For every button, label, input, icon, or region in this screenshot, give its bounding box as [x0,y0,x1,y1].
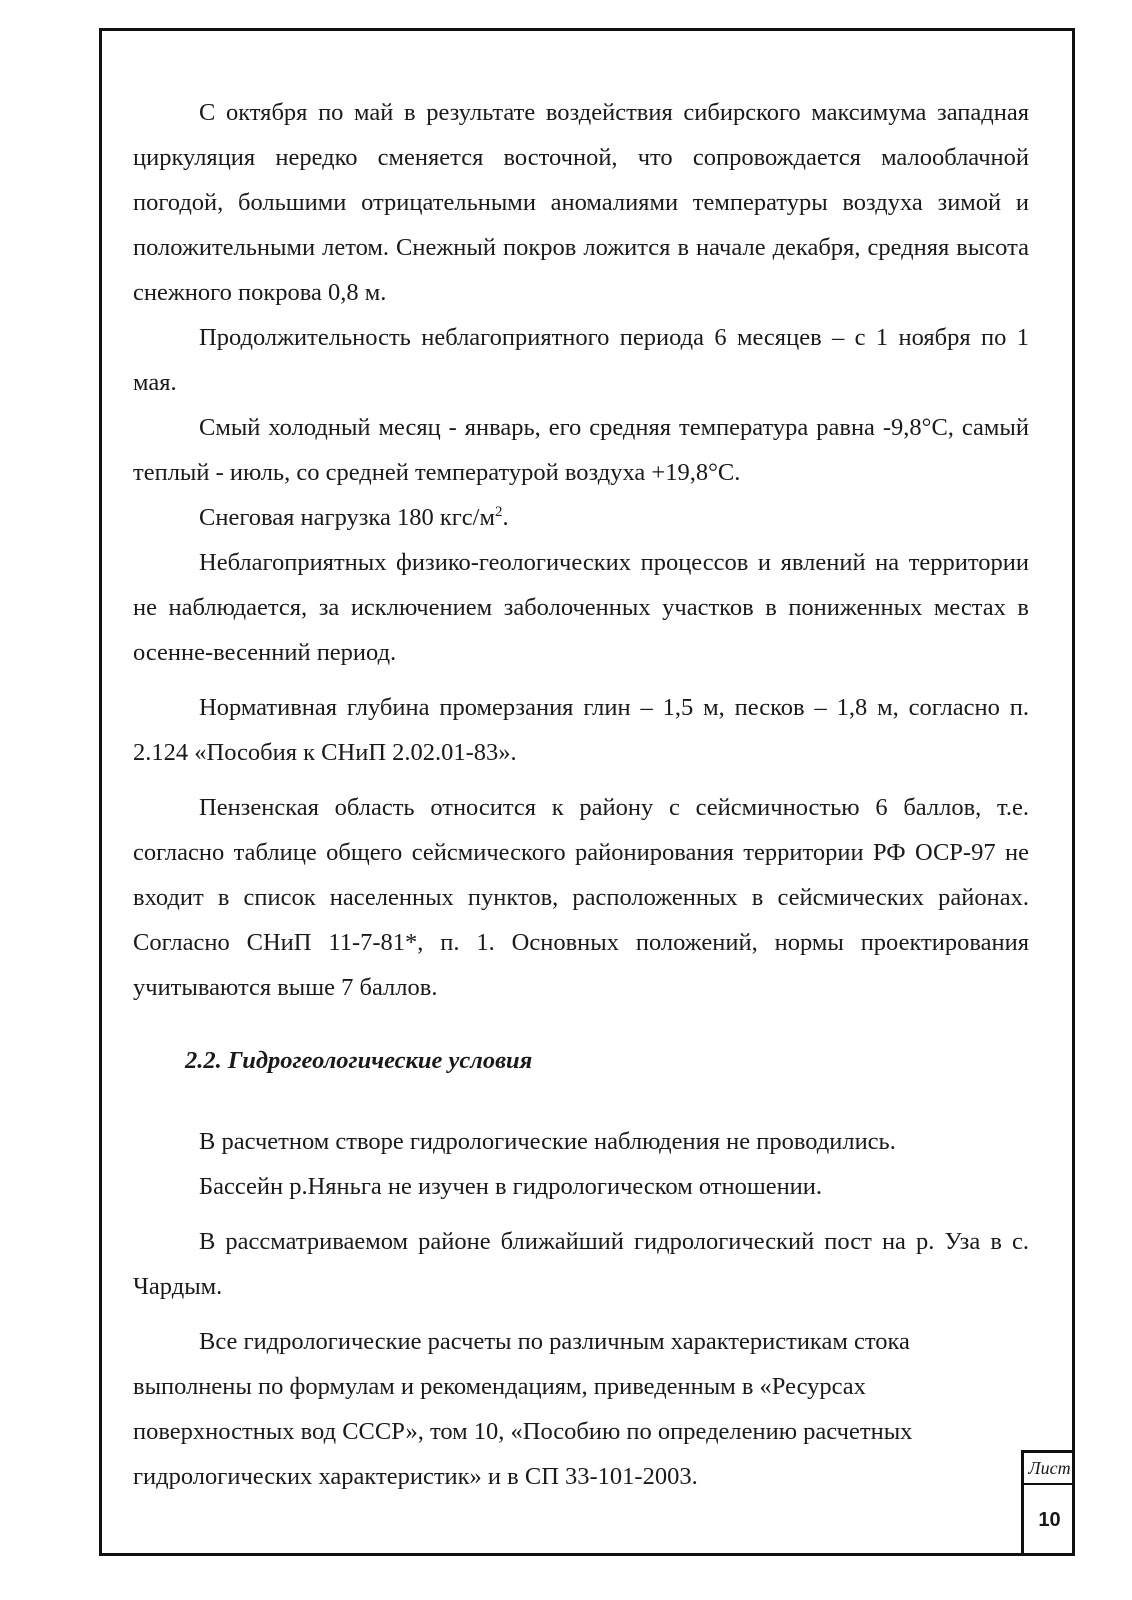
sheet-stamp [1021,1450,1075,1556]
snow-load-text: Снеговая нагрузка 180 кгс/м [199,504,495,531]
paragraph-snow-load [133,495,1029,540]
paragraph-seismicity: Пензенская область относится к району с сейсмичностью 6 баллов, т.е. согласно таблице общего сейсмического районирования территории РФ ОСР-97 не входит в список населенных пунктов, расположенных в сейсмических районах. Согласно СНиП 11-7-81*, п. 1. Основных положений, нормы проектирования учитываются выше 7 баллов. [133,794,1029,1001]
sheet-number: 10 [1038,1509,1061,1531]
paragraph-calculations: Все гидрологические расчеты по различным характеристикам стока выполнены по формулам и рекомендациям, приведенным в «Ресурсах поверхностных вод СССР», том 10, «Пособию по определению расчетных гидрологических характеристик» и в СП 33-101-2003. [133,1328,913,1490]
paragraph-climate: С октября по май в результате воздействия сибирского максимума западная циркуляция нередко сменяется восточной, что сопровождается малооблачной погодой, большими отрицательными аномалиями температуры воздуха зимой и положительными летом. Снежный покров ложится в начале декабря, средняя высота снежного покрова 0,8 м. [133,99,1029,306]
sheet-label: Лист [1024,1453,1075,1485]
document-body [133,90,1029,1499]
paragraph-temperatures: Смый холодный месяц - январь, его средняя температура равна -9,8°С, самый теплый - июль, со средней температурой воздуха +19,8°С. [133,414,1029,486]
paragraph-unfavorable-period: Продолжительность неблагоприятного периода 6 месяцев – с 1 ноября по 1 мая. [133,324,1029,396]
paragraph-observations: В расчетном створе гидрологические наблюдения не проводились. [199,1128,896,1155]
section-heading: 2.2. Гидрогеологические условия [185,1047,533,1074]
snow-load-superscript: 2 [494,503,503,520]
snow-load-period: . [502,504,509,531]
paragraph-gauge-post: В рассматриваемом районе ближайший гидрологический пост на р. Уза в с. Чардым. [133,1228,1029,1300]
paragraph-freezing-depth: Нормативная глубина промерзания глин – 1,5 м, песков – 1,8 м, согласно п. 2.124 «Пособия к СНиП 2.02.01-83». [133,694,1029,766]
paragraph-geology: Неблагоприятных физико-геологических процессов и явлений на территории не наблюдается, за исключением заболоченных участков в пониженных местах в осенне-весенний период. [133,549,1029,666]
paragraph-basin: Бассейн р.Няньга не изучен в гидрологическом отношении. [199,1173,823,1200]
